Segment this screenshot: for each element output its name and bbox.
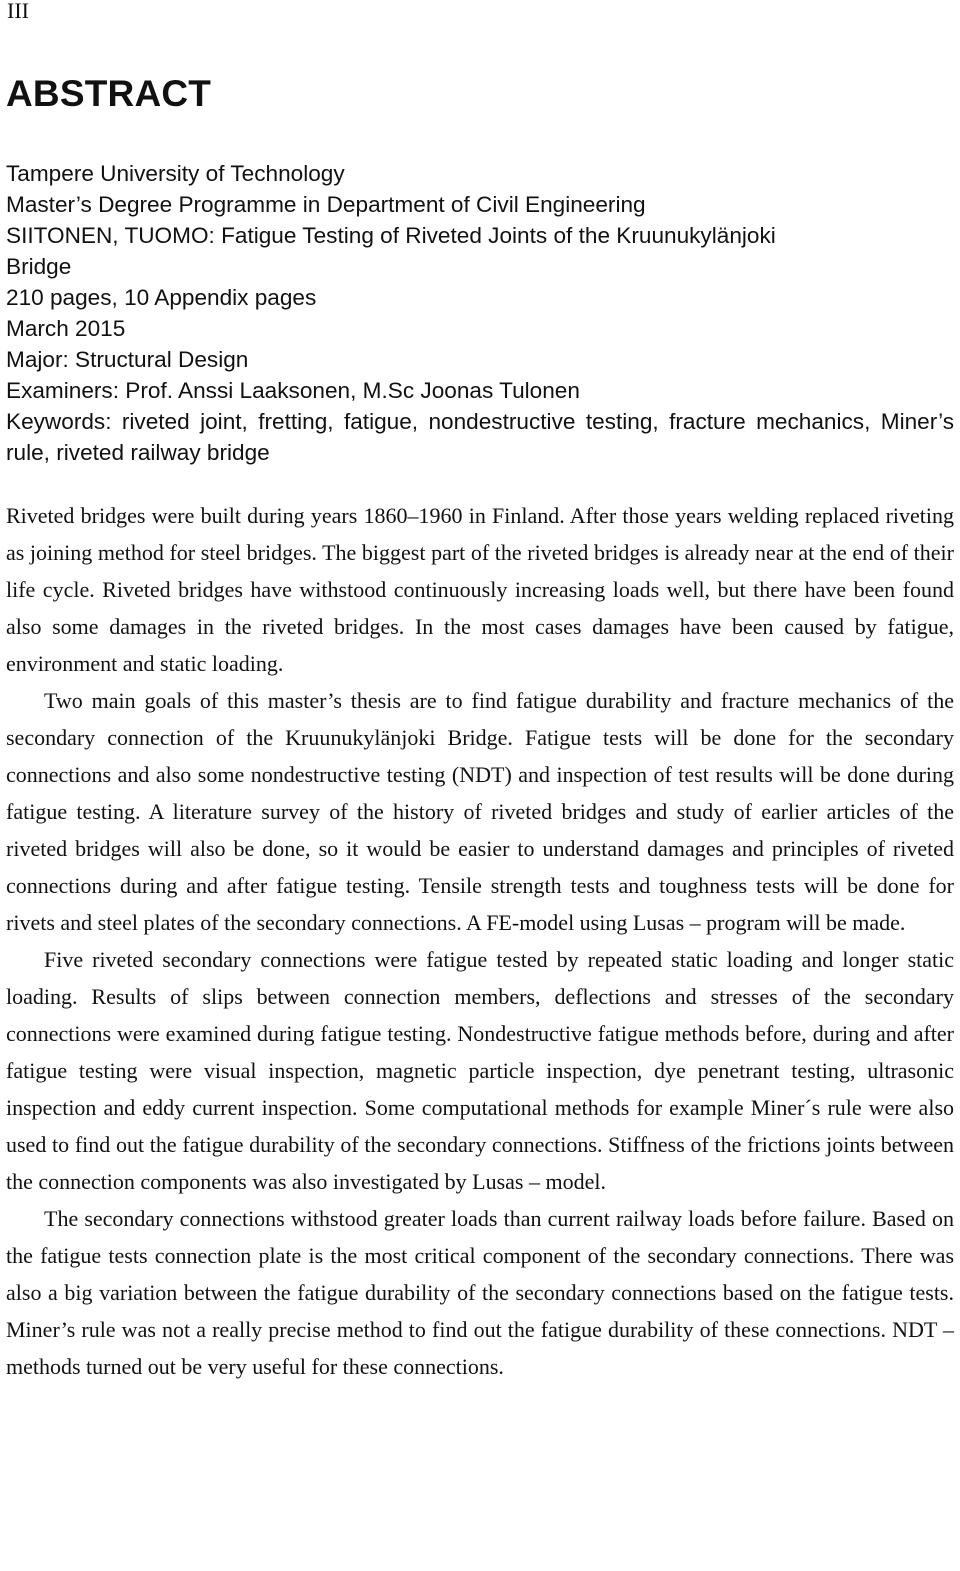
- programme-line: Master’s Degree Programme in Department of Civil Engineering: [6, 192, 646, 217]
- abstract-paragraph-4: The secondary connections withstood greater loads than current railway loads before failure. Based on the fatigue tests connection plate is the most critical component of the secondary connections. There was also a big variation between the fatigue durability of the secondary connections based on the fatigue tests. Miner’s rule was not a really precise method to find out the fatigue durability of these connections. NDT – methods turned out be very useful for these connections.: [6, 1206, 954, 1379]
- abstract-paragraph-1: Riveted bridges were built during years 1860–1960 in Finland. After those years welding replaced riveting as joining method for steel bridges. The biggest part of the riveted bridges is already near at the end of their life cycle. Riveted bridges have withstood continuously increasing loads well, but there have been found also some damages in the riveted bridges. In the most cases damages have been caused by fatigue, environment and static loading.: [6, 503, 954, 676]
- author-title-continuation: Bridge: [6, 254, 72, 279]
- examiners-line: Examiners: Prof. Anssi Laaksonen, M.Sc Joonas Tulonen: [6, 378, 580, 403]
- keywords-line: Keywords: riveted joint, fretting, fatigue, nondestructive testing, fracture mechanics, Miner’s rule, riveted railway bridge: [6, 409, 954, 465]
- date-line: March 2015: [6, 316, 126, 341]
- page-title: ABSTRACT: [6, 73, 212, 114]
- abstract-paragraph-3: Five riveted secondary connections were fatigue tested by repeated static loading and longer static loading. Results of slips between connection members, deflections and stresses of the secondary connections were examined during fatigue testing. Nondestructive fatigue methods before, during and after fatigue testing were visual inspection, magnetic particle inspection, dye penetrant testing, ultrasonic inspection and eddy current inspection. Some computational methods for example Miner´s rule were also used to find out the fatigue durability of the secondary connections. Stiffness of the frictions joints between the connection components was also investigated by Lusas – model.: [6, 947, 954, 1194]
- thesis-metadata: [6, 158, 954, 468]
- major-line: Major: Structural Design: [6, 347, 249, 372]
- abstract-paragraph-2: Two main goals of this master’s thesis are to find fatigue durability and fracture mechanics of the secondary connection of the Kruunukylänjoki Bridge. Fatigue tests will be done for the secondary connections and also some nondestructive testing (NDT) and inspection of test results will be done during fatigue testing. A literature survey of the history of riveted bridges and study of earlier articles of the riveted bridges will also be done, so it would be easier to understand damages and principles of riveted connections during and after fatigue testing. Tensile strength tests and toughness tests will be done for rivets and steel plates of the secondary connections. A FE-model using Lusas – program will be made.: [6, 688, 954, 935]
- page-number: III: [7, 0, 29, 23]
- author-title-line: SIITONEN, TUOMO: Fatigue Testing of Riveted Joints of the Kruunukylänjoki: [6, 223, 776, 248]
- pages-line: 210 pages, 10 Appendix pages: [6, 285, 317, 310]
- abstract-body: [6, 497, 954, 1385]
- university-line: Tampere University of Technology: [6, 161, 345, 186]
